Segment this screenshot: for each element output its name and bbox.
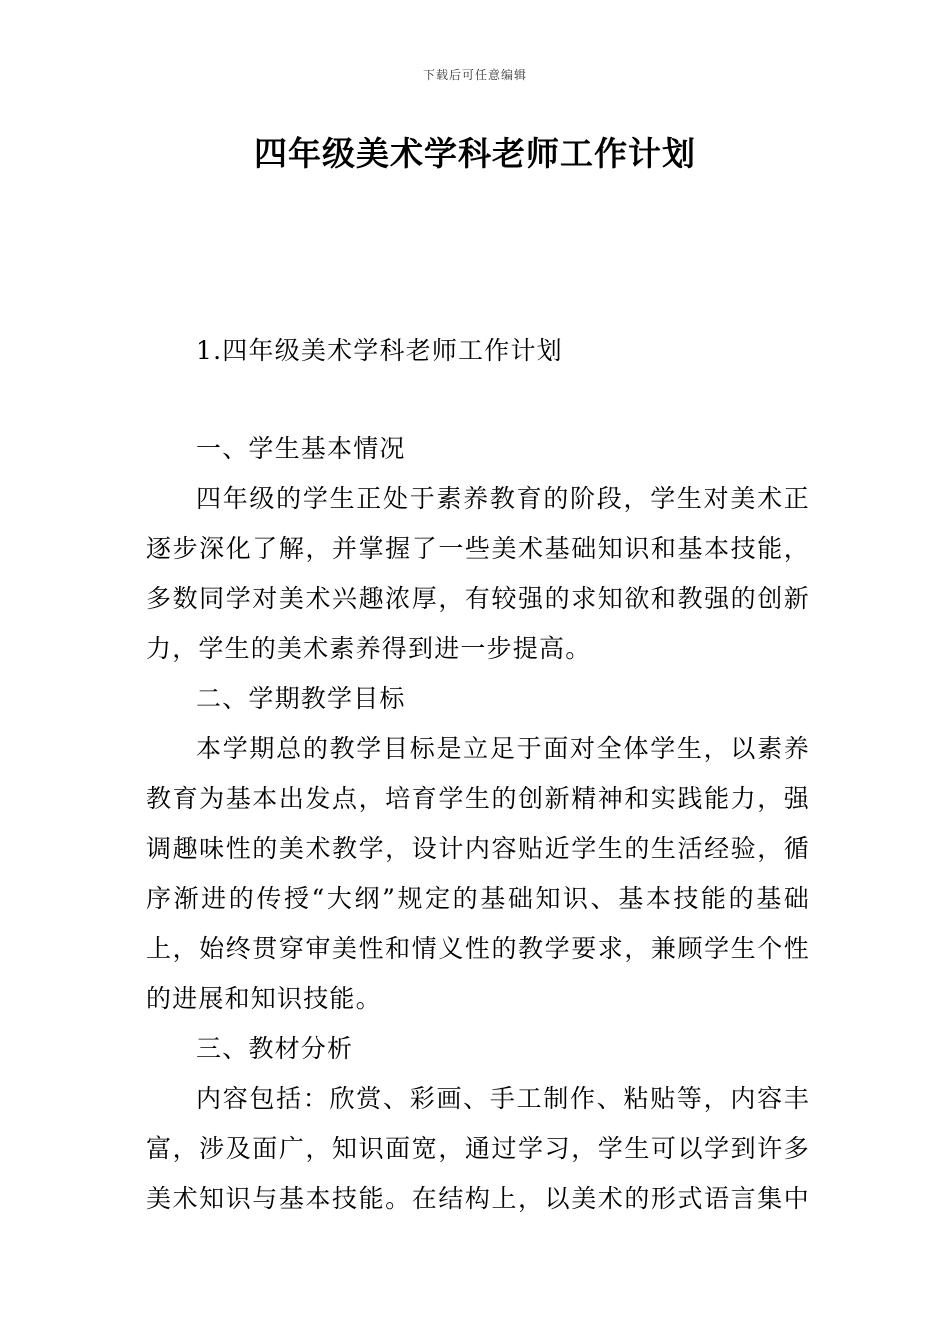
section-2-heading: 二、学期教学目标 xyxy=(196,684,406,713)
subtitle: 1.四年级美术学科老师工作计划 xyxy=(196,336,563,365)
paragraph-line: 力，学生的美术素养得到进一步提高。 xyxy=(146,634,592,663)
paragraph-line: 内容包括：欣赏、彩画、手工制作、粘贴等，内容丰 xyxy=(196,1084,810,1113)
paragraph-line: 调趣味性的美术教学，设计内容贴近学生的生活经验，循 xyxy=(146,834,810,863)
paragraph-line: 本学期总的教学目标是立足于面对全体学生，以素养 xyxy=(196,734,810,763)
paragraph-line: 的进展和知识技能。 xyxy=(146,984,382,1013)
paragraph-line: 教育为基本出发点，培育学生的创新精神和实践能力，强 xyxy=(146,784,810,813)
paragraph-line: 美术知识与基本技能。在结构上，以美术的形式语言集中 xyxy=(146,1184,810,1213)
document-title: 四年级美术学科老师工作计划 xyxy=(254,134,696,173)
header-note: 下载后可任意编辑 xyxy=(422,68,527,82)
section-1 xyxy=(146,424,810,1224)
paragraph-line: 序渐进的传授“大纲”规定的基础知识、基本技能的基础 xyxy=(146,884,810,913)
paragraph-line: 富，涉及面广，知识面宽，通过学习，学生可以学到许多 xyxy=(146,1134,810,1163)
paragraph-line: 上，始终贯穿审美性和情义性的教学要求，兼顾学生个性 xyxy=(146,934,810,963)
subtitle-block xyxy=(146,326,810,376)
paragraph-line: 四年级的学生正处于素养教育的阶段，学生对美术正 xyxy=(196,484,810,513)
section-3-heading: 三、教材分析 xyxy=(196,1034,354,1063)
paragraph-line: 逐步深化了解，并掌握了一些美术基础知识和基本技能， xyxy=(146,534,810,563)
section-1-heading: 一、学生基本情况 xyxy=(196,434,406,463)
paragraph-line: 多数同学对美术兴趣浓厚，有较强的求知欲和教强的创新 xyxy=(146,584,810,613)
